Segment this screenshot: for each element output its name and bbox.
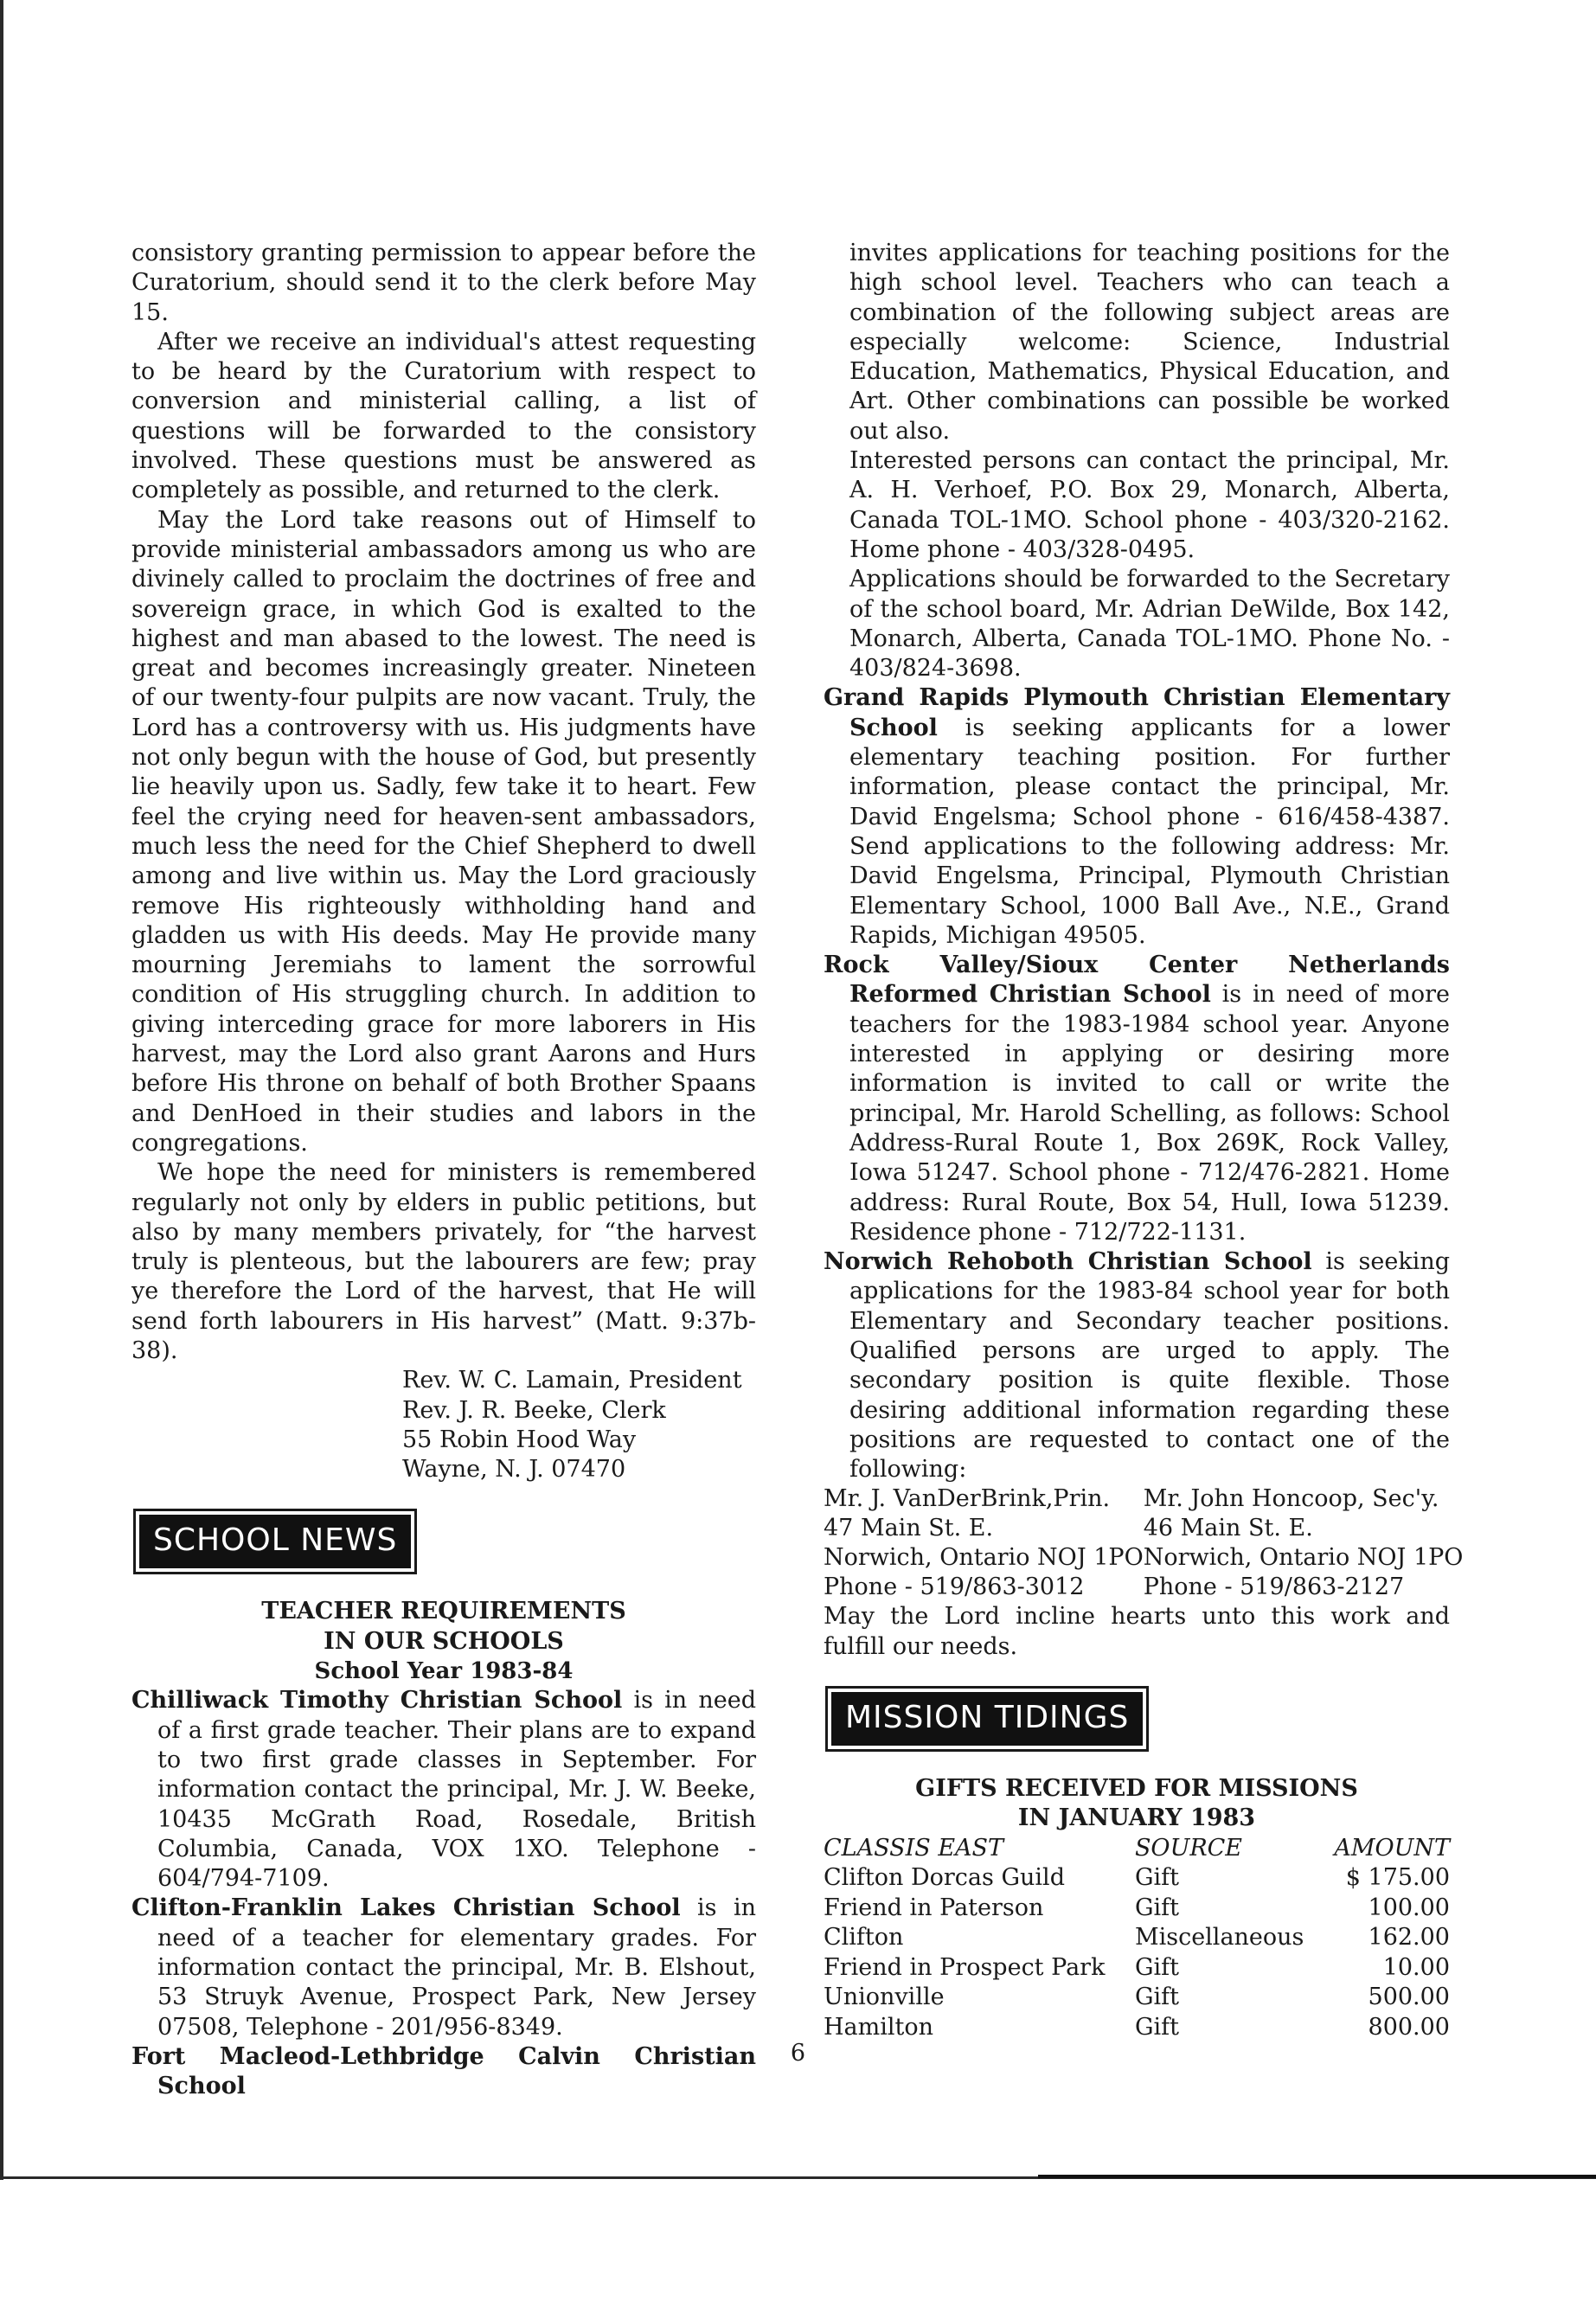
scan-edge-left [0, 0, 3, 2180]
gift-source: Gift [1134, 1953, 1179, 1981]
gift-source: Gift [1134, 1864, 1179, 1892]
mission-tidings-banner [825, 1686, 1149, 1752]
gifts-heading-line: IN JANUARY 1983 [1017, 1804, 1256, 1832]
notice-fort-macleod-apply: Applications should be forwarded to the Secretary of the school board, Mr. Adrian DeWilde, Box 142, Monarch, Alberta, Canada TOL-1MO. Phone No. - 403/824-3698. [849, 566, 1450, 683]
notice-text: is seeking applicants for a lower elementary teaching position. For further information, please contact the principal, Mr. David Engelsma; School phone - 616/458-4387. Send applications to the following address: Mr. David Engelsma, Principal, Plymouth Christian Elementary School, 1000 Ball Ave., N.E., Grand Rapids, Michigan 49505. [849, 714, 1450, 949]
signature-line: Rev. W. C. Lamain, President [402, 1367, 742, 1394]
contact-row [824, 1484, 1463, 1514]
school-heading-line: TEACHER REQUIREMENTS [261, 1598, 626, 1625]
contact-row [824, 1514, 1463, 1543]
table-row [824, 1863, 1450, 1894]
column-header: AMOUNT [1334, 1834, 1450, 1862]
mission-tidings-banner-text: MISSION TIDINGS [831, 1692, 1143, 1746]
notice-chilliwack [131, 1686, 756, 1894]
notice-clifton [131, 1894, 756, 2041]
table-row [824, 1894, 1450, 1924]
notice-fort-macleod-text: invites applications for teaching positions for the high school level. Teachers who can teach a combination of the following subject areas are especially welcome: Science, Industrial Education, Mathematics, Physical Education, and Art. Other combinations can possible be worked out also. [849, 240, 1450, 445]
paragraph-harvest: We hope the need for ministers is remembered regularly not only by elders in public petitions, but also by many members privately, for “the harvest truly is plenteous, but the labourers are few; pray ye therefore the Lord of the harvest, that He will send forth labourers in His harvest” (Matt. 9:37b-38). [131, 1159, 756, 1364]
gift-source: Gift [1134, 1984, 1179, 2011]
gift-amount: 162.00 [1368, 1924, 1450, 1952]
school-name: Grand Rapids Plymouth Christian Elementary School [824, 684, 1450, 741]
contact-cell: Norwich, Ontario NOJ 1PO [824, 1544, 1144, 1572]
gift-amount: 800.00 [1368, 2013, 1450, 2041]
column-header: SOURCE [1134, 1834, 1243, 1862]
signature-line: 55 Robin Hood Way [402, 1426, 637, 1453]
notice-text: is in need of a first grade teacher. Their plans are to expand to two first grade classes in September. For information contact the principal, Mr. J. W. Beeke, 10435 McGrath Road, Rosedale, British Columbia, Canada, VOX 1XO. Telephone - 604/794-7109. [157, 1687, 756, 1893]
page-number: 6 [790, 2040, 806, 2067]
notice-text: is in need of more teachers for the 1983-1984 school year. Anyone interested in applying or desiring more information is invited to call or write the principal, Mr. Harold Schelling, as follows: School Address-Rural Route 1, Box 269K, Rock Valley, Iowa 51247. School phone - 712/476-2821. Home address: Rural Route, Box 54, Hull, Iowa 51239. Residence phone - 712/722-1131. [849, 981, 1450, 1246]
school-news-banner [133, 1509, 417, 1574]
column-header: CLASSIS EAST [824, 1834, 1004, 1862]
gift-amount: 500.00 [1368, 1984, 1450, 2011]
signature-line: Rev. J. R. Beeke, Clerk [402, 1396, 666, 1424]
gifts-header-row [824, 1834, 1450, 1864]
signature-line: Wayne, N. J. 07470 [402, 1456, 626, 1484]
school-news-banner-text: SCHOOL NEWS [139, 1515, 411, 1568]
notice-fort-macleod-contact: Interested persons can contact the principal, Mr. A. H. Verhoef, P.O. Box 29, Monarch, Alberta, Canada TOL-1MO. School phone - 403/320-2162. Home phone - 403/328-0495. [849, 447, 1450, 563]
table-row [824, 1983, 1450, 2013]
gift-donor: Friend in Prospect Park [824, 1953, 1106, 1981]
table-row [824, 1923, 1450, 1953]
notice-rock-valley [824, 951, 1450, 1247]
signature-block [402, 1366, 756, 1484]
norwich-contacts [824, 1484, 1463, 1602]
gift-donor: Hamilton [824, 2013, 934, 2041]
gift-amount: 100.00 [1368, 1894, 1450, 1921]
right-column [824, 239, 1464, 2042]
notice-norwich [824, 1247, 1450, 1484]
notice-text: is seeking applications for the 1983-84 school year for both Elementary and Secondary teacher positions. Qualified persons are urged to apply. The secondary position is quite flexible. Those desiring additional information regarding these positions are requested to contact one of the following: [849, 1248, 1450, 1484]
gift-amount: $ 175.00 [1345, 1864, 1450, 1892]
contact-cell: 47 Main St. E. [824, 1515, 994, 1542]
contact-cell: 46 Main St. E. [1143, 1515, 1313, 1542]
closing-paragraph: May the Lord incline hearts unto this work and fulfill our needs. [824, 1603, 1450, 1660]
gift-source: Gift [1134, 2013, 1179, 2041]
school-year-subheading: School Year 1983-84 [314, 1658, 574, 1685]
table-row [824, 1953, 1450, 1984]
gift-amount: 10.00 [1382, 1953, 1450, 1981]
gifts-table [824, 1834, 1450, 2043]
notice-fort-macleod-name: Fort Macleod-Lethbridge Calvin Christian School [131, 2042, 756, 2100]
scan-edge-bottom-shadow [1038, 2175, 1596, 2178]
gift-source: Gift [1134, 1894, 1179, 1921]
school-heading-line: IN OUR SCHOOLS [324, 1627, 564, 1655]
gift-source: Miscellaneous [1134, 1924, 1304, 1952]
paragraph-ambassadors: May the Lord take reasons out of Himself to provide ministerial ambassadors among us who are divinely called to proclaim the doctrines of free and sovereign grace, in which God is exalted to the highest and man abased to the lowest. The need is great and becomes increasingly greater. Nineteen of our twenty-four pulpits are now vacant. Truly, the Lord has a controversy with us. His judgments have not only begun with the house of God, but presently lie heavily upon us. Sadly, few take it to heart. Few feel the crying need for heaven-sent ambassadors, much less the need for the Chief Shepherd to dwell among and live within us. May the Lord graciously remove His righteously withholding hand and gladden us with His deeds. May He provide many mourning Jeremiahs to lament the sorrowful condition of His struggling church. In addition to giving interceding grace for more laborers in His harvest, may the Lord also grant Aarons and Hurs before His throne on behalf of both Brother Spaans and DenHoed in their studies and labors in the congregations. [131, 506, 756, 1157]
gift-donor: Clifton [824, 1924, 904, 1952]
contact-row [824, 1573, 1463, 1602]
contact-cell: Mr. J. VanDerBrink,Prin. [824, 1485, 1111, 1513]
school-name: Rock Valley/Sioux Center Netherlands Reformed Christian School [824, 952, 1450, 1009]
contact-cell: Mr. John Honcoop, Sec'y. [1143, 1485, 1439, 1513]
contact-cell: Phone - 519/863-3012 [824, 1574, 1085, 1601]
notice-text: is in need of a teacher for elementary grades. For information contact the principal, Mr. B. Elshout, 53 Struyk Avenue, Prospect Park, New Jersey 07508, Telephone - 201/956-8349. [157, 1894, 756, 2041]
gift-donor: Clifton Dorcas Guild [824, 1864, 1065, 1892]
notice-grand-rapids [824, 683, 1450, 951]
gifts-heading-line: GIFTS RECEIVED FOR MISSIONS [915, 1775, 1358, 1803]
contact-cell: Norwich, Ontario NOJ 1PO [1143, 1544, 1464, 1572]
left-column [131, 239, 756, 2102]
paragraph-consistory: consistory granting permission to appear before the Curatorium, should send it to the clerk before May 15. [131, 240, 756, 326]
paragraph-attest: After we receive an individual's attest requesting to be heard by the Curatorium with respect to conversion and ministerial calling, a list of questions will be forwarded to the consistory involved. These questions must be answered as completely as possible, and returned to the clerk. [131, 328, 756, 504]
gift-donor: Unionville [824, 1984, 945, 2011]
school-name: Chilliwack Timothy Christian School [131, 1687, 623, 1715]
gift-donor: Friend in Paterson [824, 1894, 1044, 1921]
contact-row [824, 1543, 1463, 1573]
school-name: Clifton-Franklin Lakes Christian School [131, 1894, 681, 1922]
table-row [824, 2013, 1450, 2043]
contact-cell: Phone - 519/863-2127 [1143, 1574, 1405, 1601]
school-name: Norwich Rehoboth Christian School [824, 1248, 1312, 1276]
